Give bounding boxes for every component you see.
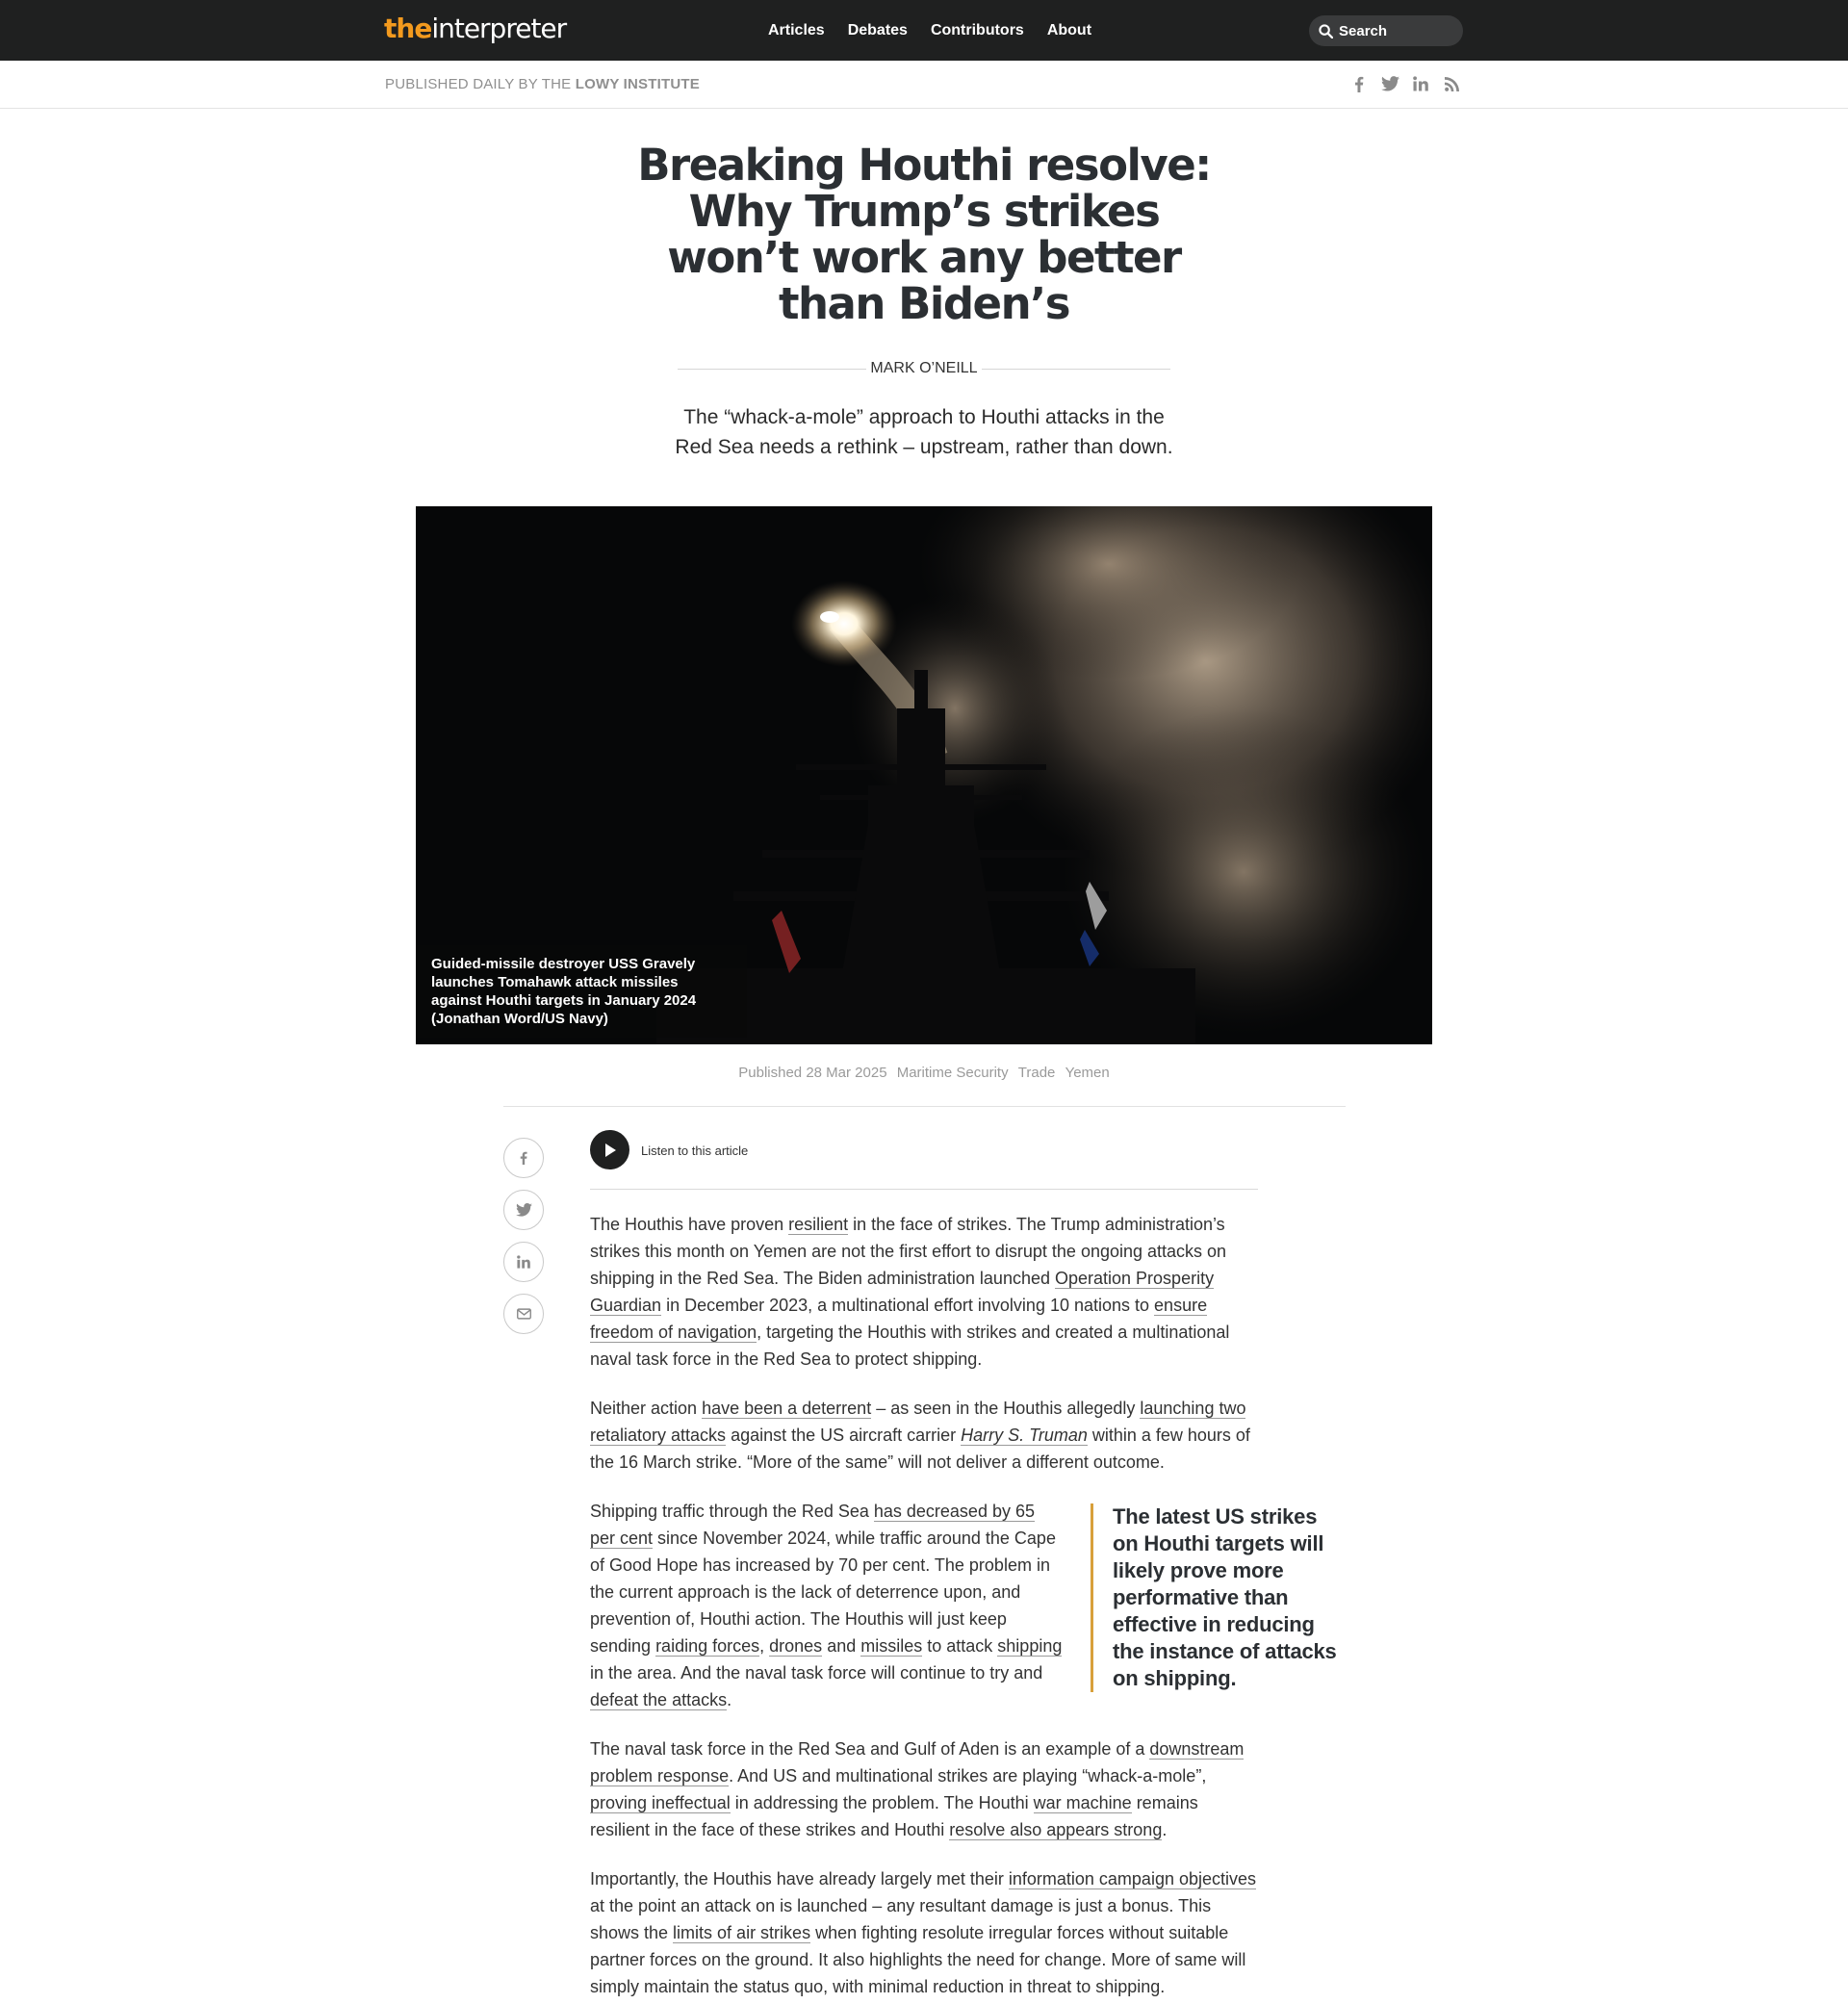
share-twitter-icon[interactable] [503, 1190, 544, 1230]
paragraph [590, 1865, 1258, 2000]
text: in December 2023, a multinational effort involving 10 nations to [661, 1296, 1155, 1315]
paragraph [590, 1211, 1258, 1373]
published-by [385, 76, 700, 92]
play-icon [603, 1143, 617, 1158]
text: within a few hours of the 16 March strike. “More of the same” will not deliver a different outcome. [590, 1426, 1250, 1472]
inline-link[interactable]: ensure freedom of navigation [590, 1296, 1208, 1342]
inline-link[interactable]: limits of air strikes [673, 1923, 811, 1942]
published-date: Published 28 Mar 2025 [738, 1065, 887, 1081]
text: remains resilient in the face of these strikes and Houthi [590, 1793, 1198, 1839]
rss-icon[interactable] [1442, 74, 1461, 93]
nav-about[interactable]: About [1046, 21, 1092, 39]
hero-image [416, 506, 1432, 1044]
inline-link[interactable]: information campaign objectives [1008, 1869, 1257, 1888]
inline-link[interactable]: Operation Prosperity Guardian [590, 1269, 1215, 1315]
text: The naval task force in the Red Sea and Gulf of Aden is an example of a [590, 1739, 1150, 1759]
share-facebook-icon[interactable] [503, 1138, 544, 1178]
listen-label: Listen to this article [641, 1143, 749, 1158]
play-button[interactable] [590, 1130, 629, 1169]
search-icon [1319, 24, 1333, 39]
text: in the area. And the naval task force will continue to try and [590, 1663, 1043, 1683]
author-line [678, 358, 1170, 379]
published-by-prefix: PUBLISHED DAILY BY THE [385, 76, 572, 92]
image-caption: Guided-missile destroyer USS Gravely launches Tomahawk attack missiles against Houthi targets in January 2024 (Jonathan Word/US Navy) [416, 945, 747, 1038]
top-navbar [0, 0, 1848, 61]
inline-link[interactable]: proving ineffectual [590, 1793, 731, 1812]
facebook-icon[interactable] [1349, 74, 1369, 93]
paragraph [590, 1395, 1258, 1476]
text: against the US aircraft carrier [726, 1426, 962, 1445]
inline-link[interactable]: resilient [788, 1215, 849, 1234]
inline-link[interactable]: war machine [1033, 1793, 1132, 1812]
text: to attack [922, 1636, 998, 1656]
article-title: Breaking Houthi resolve: Why Trump’s strikes won’t work any better than Biden’s [637, 140, 1211, 329]
site-logo[interactable] [384, 12, 566, 46]
social-links [1349, 74, 1461, 93]
twitter-icon[interactable] [1380, 74, 1399, 93]
nav-debates[interactable]: Debates [847, 21, 908, 39]
text: . [1162, 1820, 1168, 1839]
text: Shipping traffic through the Red Sea [590, 1502, 874, 1521]
ship-name: Harry S. Truman [961, 1426, 1088, 1445]
text: when fighting resolute irregular forces without suitable partner forces on the ground. It also highlights the need for change. More of same will simply maintain the status quo, with minimal reduction in threat to shipping. [590, 1923, 1246, 1996]
text: , targeting the Houthis with strikes and created a multinational naval task force in the Red Sea to protect shipping. [590, 1323, 1230, 1369]
inline-link[interactable]: missiles [860, 1636, 923, 1656]
published-by-org[interactable]: LOWY INSTITUTE [575, 76, 700, 92]
text: The Houthis have proven [590, 1215, 789, 1234]
inline-link[interactable]: has decreased by 65 per cent [590, 1502, 1035, 1548]
paragraph [590, 1735, 1258, 1843]
nav-contributors[interactable]: Contributors [930, 21, 1024, 39]
article-standfirst: The “whack-a-mole” approach to Houthi attacks in the Red Sea needs a rethink – upstream, rather than down. [675, 406, 1173, 458]
linkedin-icon[interactable] [1411, 74, 1430, 93]
tag-link[interactable]: Maritime Security [896, 1065, 1009, 1081]
inline-link[interactable]: defeat the attacks [590, 1690, 728, 1709]
text: in the face of strikes. The Trump administration’s strikes this month on Yemen are not the first effort to disrupt the ongoing attacks on shipping in the Red Sea. The Biden administration launched [590, 1215, 1227, 1288]
tag-link[interactable]: Yemen [1065, 1065, 1110, 1081]
text: and [822, 1636, 861, 1656]
inline-link[interactable]: shipping [997, 1636, 1063, 1656]
article-meta [0, 1065, 1848, 1081]
share-email-icon[interactable] [503, 1294, 544, 1334]
article-author[interactable]: MARK O’NEILL [870, 360, 978, 376]
logo-main: interpreter [431, 13, 567, 44]
search-button[interactable] [1309, 15, 1463, 46]
nav-articles[interactable]: Articles [768, 21, 825, 39]
share-buttons [503, 1138, 544, 1334]
text: since November 2024, while traffic around the Cape of Good Hope has increased by 70 per cent. The problem in the current approach is the lack of deterrence upon, and prevention of, Houthi action. The Houthis will just keep sending [590, 1529, 1056, 1656]
inline-link[interactable]: resolve also appears strong [949, 1820, 1163, 1839]
meta-divider [503, 1106, 1346, 1107]
text: . And US and multinational strikes are playing “whack-a-mole”, [729, 1766, 1207, 1786]
search-label: Search [1339, 22, 1388, 39]
text: . [727, 1690, 732, 1709]
inline-link[interactable]: have been a deterrent [702, 1399, 872, 1418]
text: , [759, 1636, 770, 1656]
tag-link[interactable]: Trade [1017, 1065, 1056, 1081]
inline-link[interactable]: raiding forces [655, 1636, 760, 1656]
sub-header [0, 61, 1848, 109]
pull-quote: The latest US strikes on Houthi targets will likely prove more performative than effective in reducing the instance of attacks on shipping. [1091, 1503, 1346, 1692]
text: Neither action [590, 1399, 703, 1418]
share-linkedin-icon[interactable] [503, 1242, 544, 1282]
logo-prefix: the [384, 13, 432, 44]
inline-link[interactable]: downstream problem response [590, 1739, 1245, 1786]
text: at the point an attack on is launched – any resultant damage is just a bonus. This shows the [590, 1896, 1212, 1942]
audio-player [590, 1130, 1258, 1190]
inline-link[interactable]: launching two retaliatory attacks [590, 1399, 1246, 1445]
inline-link[interactable]: drones [769, 1636, 823, 1656]
text: Importantly, the Houthis have already largely met their [590, 1869, 1009, 1888]
text: in addressing the problem. The Houthi [730, 1793, 1034, 1812]
main-nav [768, 0, 1091, 61]
author-divider-right [982, 369, 1170, 370]
inline-link[interactable] [961, 1426, 1088, 1446]
text: – as seen in the Houthis allegedly [871, 1399, 1141, 1418]
paragraph [590, 1498, 1064, 1713]
